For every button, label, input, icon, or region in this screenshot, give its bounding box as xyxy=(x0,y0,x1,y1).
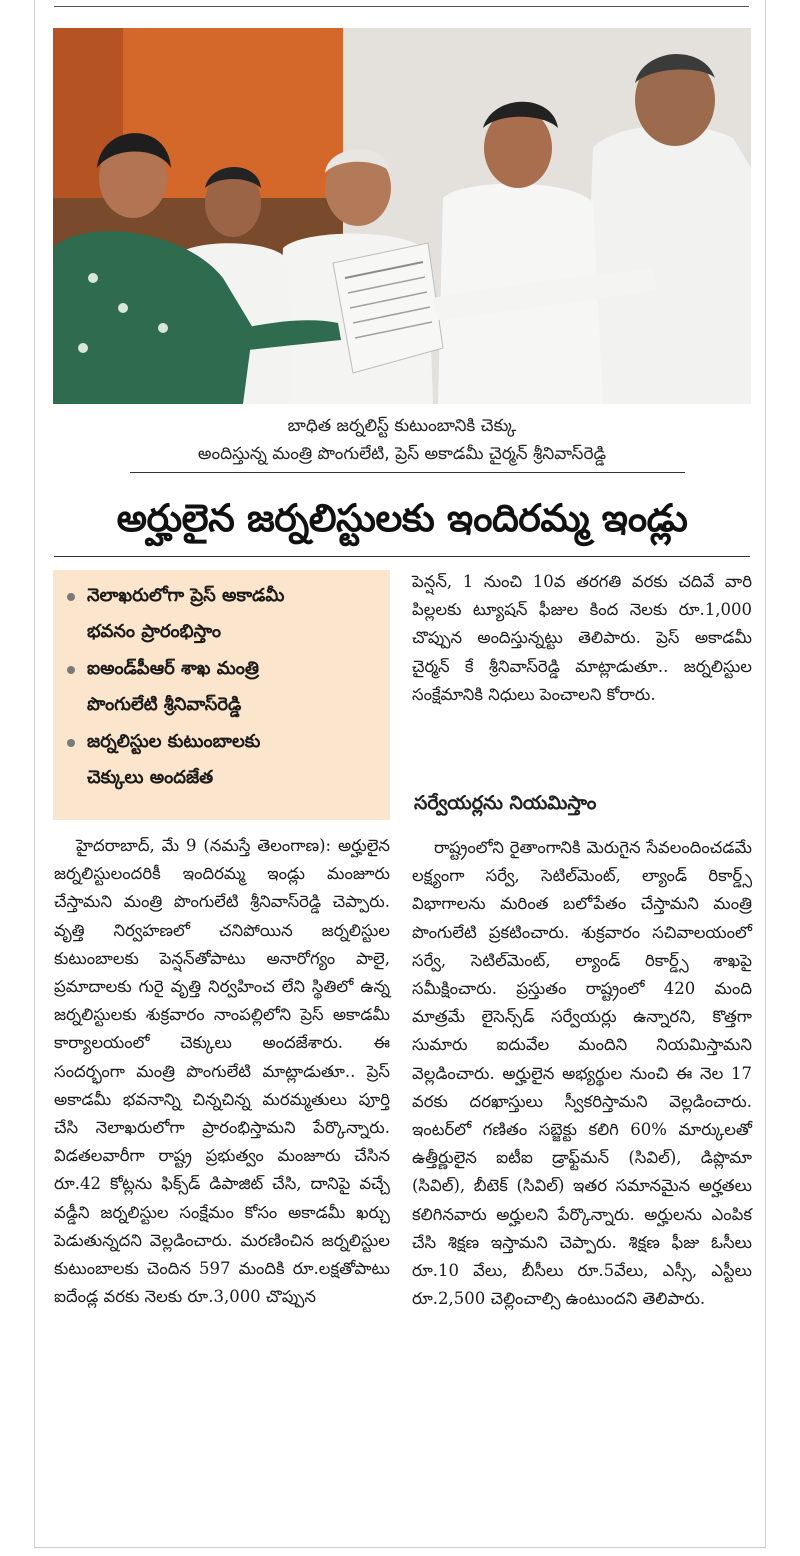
caption-line-2: అందిస్తున్న మంత్రి పొంగులేటి, ప్రెస్ అకాడమీ చైర్మన్ శ్రీనివాస్‌రెడ్డి xyxy=(197,444,607,464)
highlight-line: ఐఅండ్‌పీఆర్ శాఖ మంత్రి xyxy=(87,658,260,679)
bullet-icon xyxy=(67,739,75,747)
caption-rule xyxy=(130,472,685,473)
highlight-line: భవనం ప్రారంభిస్తాం xyxy=(87,621,222,642)
article-body-left xyxy=(54,832,390,1311)
caption-line-1: బాధిత జర్నలిస్ట్ కుటుంబానికి చెక్కు xyxy=(287,416,517,436)
highlight-line: నెలాఖరులోగా ప్రెస్ అకాడమీ xyxy=(87,585,285,606)
article-body-right-top xyxy=(412,568,752,709)
highlight-line: చెక్కులు అందజేత xyxy=(87,767,214,788)
bullet-icon xyxy=(67,666,75,674)
news-photo xyxy=(53,28,751,404)
paragraph: రాష్ట్రంలోని రైతాంగానికి మెరుగైన సేవలందించడమే లక్ష్యంగా సర్వే, సెటిల్‌మెంట్, ల్యాండ్ రికార్డ్స్ విభాగాలను మరింత బలోపేతం చేస్తామని మంత్రి పొంగులేటి ప్రకటించారు. శుక్రవారం సచివాలయంలో సర్వే, సెటిల్‌మెంట్, ల్యాండ్ రికార్డ్స్ శాఖపై సమీక్షించారు. ప్రస్తుతం రాష్ట్రంలో 420 మంది మాత్రమే లైసెన్స్‌డ్ సర్వేయర్లు ఉన్నారని, కొత్తగా సుమారు ఐదువేల మందిని నియమిస్తామని వెల్లడించారు. అర్హులైన అభ్యర్థుల నుంచి ఈ నెల 17 వరకు దరఖాస్తులు స్వీకరిస్తామని వెల్లడించారు. ఇంటర్‌లో గణితం సబ్జెక్టు కలిగి 60% మార్కులతో ఉత్తీర్ణులైన ఐటీఐ డ్రాఫ్ట్‌మన్ (సివిల్), డిప్లొమా (సివిల్), బీటెక్ (సివిల్) ఇతర సమానమైన అర్హతలు కలిగినవారు అర్హులని పేర్కొన్నారు. అర్హులను ఎంపిక చేసి శిక్షణ ఇస్తామని చెప్పారు. శిక్షణ ఫీజు ఓసీలు రూ.10 వేలు, బీసీలు రూ.5వేలు, ఎస్సీ, ఎస్టీలు రూ.2,500 చెల్లించాల్సి ఉంటుందని తెలిపారు. xyxy=(412,838,752,1309)
highlight-line: పొంగులేటి శ్రీనివాస్‌రెడ్డి xyxy=(87,694,242,715)
highlight-item xyxy=(65,578,380,650)
paragraph: హైదరాబాద్, మే 9 (నమస్తే తెలంగాణ): అర్హులైన జర్నలిస్టులందరికీ ఇందిరమ్మ ఇండ్లు మంజూరు చేస్తామని మంత్రి పొంగులేటి శ్రీనివాస్‌రెడ్డి చెప్పారు. వృత్తి నిర్వహణలో చనిపోయిన జర్నలిస్టుల కుటుంబాలకు పెన్షన్‌తోపాటు అనారోగ్యం పాలై, ప్రమాదాలకు గురై వృత్తి నిర్వహించ లేని స్థితిలో ఉన్న జర్నలిస్టులకు శుక్రవారం నాంపల్లిలోని ప్రెస్ అకాడమీ కార్యాలయంలో చెక్కులు అందజేశారు. ఈ సందర్భంగా మంత్రి పొంగులేటి మాట్లాడుతూ.. ప్రెస్ అకాడమీ భవనాన్ని చిన్నచిన్న మరమ్మతులు పూర్తి చేసి నెలాఖరులోగా ప్రారంభిస్తామని పేర్కొన్నారు. విడతలవారీగా రాష్ట్ర ప్రభుత్వం మంజూరు చేసిన రూ.42 కోట్లను ఫిక్స్‌డ్ డిపాజిట్ చేసి, దానిపై వచ్చే వడ్డీని జర్నలిస్టుల సంక్షేమం కోసం అకాడమీ ఖర్చు పెడుతున్నదని వెల్లడించారు. మరణించిన జర్నలిస్టుల కుటుంబాలకు చెందిన 597 మందికి రూ.లక్షతోపాటు ఐదేండ్ల వరకు నెలకు రూ.3,000 చొప్పున xyxy=(54,836,390,1307)
article-body-right-bottom xyxy=(412,834,752,1313)
headline: అర్హులైన జర్నలిస్టులకు ఇందిరమ్మ ఇండ్లు xyxy=(116,496,688,540)
highlight-item xyxy=(65,651,380,723)
highlight-line: జర్నలిస్టుల కుటుంబాలకు xyxy=(87,731,261,752)
highlights-box xyxy=(53,570,390,820)
bullet-icon xyxy=(67,593,75,601)
top-rule xyxy=(54,6,749,7)
paragraph: పెన్షన్, 1 నుంచి 10వ తరగతి వరకు చదివే వారి పిల్లలకు ట్యూషన్ ఫీజుల కింద నెలకు రూ.1,000 చొప్పున అందిస్తున్నట్టు తెలిపారు. ప్రెస్ అకాడమీ చైర్మన్ కే శ్రీనివాస్‌రెడ్డి మాట్లాడుతూ.. జర్నలిస్టుల సంక్షేమానికి నిధులు పెంచాలని కోరారు. xyxy=(412,572,752,704)
subheading: సర్వేయర్లను నియమిస్తాం xyxy=(414,792,597,814)
highlight-item xyxy=(65,724,380,796)
headline-rule xyxy=(54,556,750,557)
photo-caption xyxy=(54,412,750,468)
